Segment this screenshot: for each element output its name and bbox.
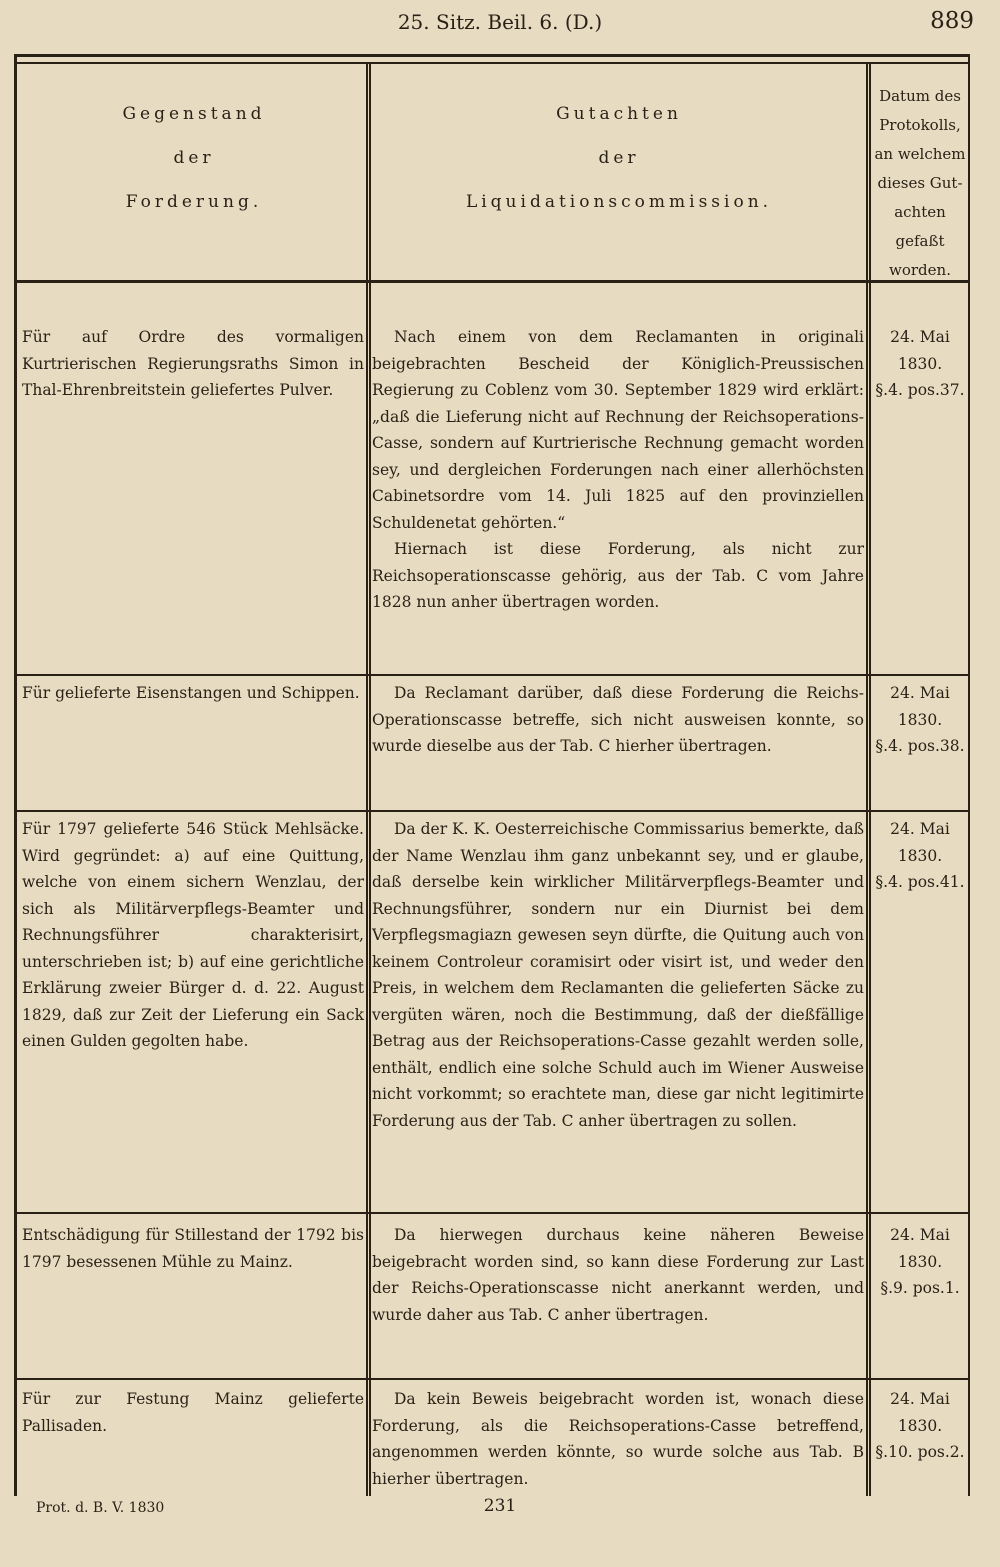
row-4-opinion [372, 1222, 866, 1328]
row-3-date [870, 816, 970, 896]
header-date-line-2: Protokolls, [879, 116, 961, 134]
row-4-subject: Entschädigung für Stillestand der 1792 bis 1797 besessenen Mühle zu Mainz. [22, 1226, 364, 1271]
row-1-date-year: 1830. [897, 354, 943, 373]
row-4-opinion-para-1: Da hierwegen durchaus keine näheren Beweise beigebracht worden sind, so kann diese Forderung zur Last der Reichs-Operationscasse nicht anerkannt werden, und wurde daher aus Tab. C anher übertragen. [372, 1226, 864, 1324]
row-2-date-ref: §.4. pos.38. [875, 737, 965, 755]
row-5-date-ref: §.10. pos.2. [875, 1443, 965, 1461]
header-top-rule [14, 62, 970, 64]
header-opinion-line-3: Liquidationscommission. [465, 192, 773, 212]
row-1-opinion [372, 324, 866, 616]
footer-signature: Prot. d. B. V. 1830 [36, 1500, 165, 1516]
row-4-date-ref: §.9. pos.1. [880, 1279, 960, 1297]
row-2-date-year: 1830. [897, 710, 943, 729]
row-1-opinion-para-1: Nach einem von dem Reclamanten in originali beigebrachten Bescheid der Königlich-Preussischen Regierung zu Coblenz vom 30. September 1829 wird erklärt: „daß die Lieferung nicht auf Rechnung der Reichsoperations-Casse, sondern auf Kurtrierische Rechnung gemacht worden sey, und dergleichen Forderungen nach einer allerhöchsten Cabinetsordre vom 14. Juli 1825 auf den provinziellen Schuldenetat gehörten.“ [372, 328, 864, 532]
footer-sheet-number: 231 [483, 1496, 517, 1516]
running-head-title: 25. Sitz. Beil. 6. (D.) [397, 10, 603, 34]
header-date-line-4: dieses Gut- [877, 174, 963, 192]
row-rule-2 [14, 810, 970, 812]
row-4-date-year: 1830. [897, 1252, 943, 1271]
row-3-date-ref: §.4. pos.41. [875, 873, 965, 891]
running-head [0, 6, 1000, 40]
row-2-date-day: 24. Mai [890, 684, 950, 702]
row-1-opinion-para-2: Hiernach ist diese Forderung, als nicht zur Reichsoperationscasse gehörig, aus der Tab. C vom Jahre 1828 nun anher übertragen worden. [372, 540, 864, 611]
header-subject-line-2: der [173, 148, 215, 168]
column-divider-1 [366, 64, 368, 1496]
row-3-date-year: 1830. [897, 846, 943, 865]
row-rule-3 [14, 1212, 970, 1214]
header-date [870, 82, 970, 285]
row-2-opinion [372, 680, 866, 760]
header-opinion [372, 92, 866, 224]
row-2-subject: Für gelieferte Eisenstangen und Schippen. [22, 684, 360, 702]
row-1-date-day: 24. Mai [890, 328, 950, 346]
header-bottom-rule [14, 280, 970, 283]
header-date-line-6: worden. [889, 261, 951, 279]
header-date-line-1: Datum des [879, 87, 961, 105]
row-5-subject: Für zur Festung Mainz gelieferte Pallisaden. [22, 1390, 364, 1435]
header-date-line-5: achten gefaßt [894, 203, 946, 250]
row-3-opinion-para-1: Da der K. K. Oesterreichische Commissarius bemerkte, daß der Name Wenzlau ihm ganz unbekannt sey, und er glaube, daß derselbe kein wirklicher Militärverpflegs-Beamter und Rechnungsführer, sondern nur ein Diurnist bei dem Verpflegsmagiazn gewesen seyn dürfte, die Quitung auch von keinem Controleur coramisirt oder visirt ist, und weder den Preis, in welchem dem Reclamanten die gelieferten Säcke zu vergüten wären, noch die Bestimmung, daß der dießfällige Betrag aus der Reichsoperations-Casse gezahlt werden solle, enthält, endlich eine solche Schuld auch im Wiener Ausweise nicht vorkommt; so erachtete man, diese gar nicht legitimirte Forderung aus der Tab. C anher übertragen zu sollen. [372, 820, 864, 1130]
column-divider-2 [866, 64, 868, 1496]
row-5-opinion-para-1: Da kein Beweis beigebracht worden ist, wonach diese Forderung, als die Reichsoperations-Casse betreffend, angenommen werden könnte, so wurde solche aus Tab. B hierher übertragen. [372, 1390, 864, 1488]
page-number: 889 [930, 8, 974, 34]
header-opinion-line-1: Gutachten [556, 104, 682, 124]
row-5-date-day: 24. Mai [890, 1390, 950, 1408]
row-4-date-day: 24. Mai [890, 1226, 950, 1244]
row-2-date [870, 680, 970, 760]
row-1-subject: Für auf Ordre des vormaligen Kurtrierischen Regierungsraths Simon in Thal-Ehrenbreitstein geliefertes Pulver. [22, 328, 364, 399]
row-rule-1 [14, 674, 970, 676]
header-date-line-3: an welchem [874, 145, 966, 163]
column-divider-1b [369, 64, 371, 1496]
row-5-date [870, 1386, 970, 1466]
row-5-opinion [372, 1386, 866, 1492]
header-opinion-line-2: der [598, 148, 640, 168]
row-5-date-year: 1830. [897, 1416, 943, 1435]
row-1-date-ref: §.4. pos.37. [875, 381, 965, 399]
row-3-date-day: 24. Mai [890, 820, 950, 838]
row-3-opinion [372, 816, 866, 1134]
row-4-date [870, 1222, 970, 1302]
row-1-date [870, 324, 970, 404]
header-subject-line-1: Gegenstand [122, 104, 266, 124]
row-3-subject: Für 1797 gelieferte 546 Stück Mehlsäcke. Wird gegründet: a) auf eine Quittung, welche von einem sichern Wenzlau, der sich als Militärverpflegs-Beamter und Rechnungsführer charakterisirt, unterschrieben ist; b) auf eine gerichtliche Erklärung zweier Bürger d. d. 22. August 1829, daß zur Zeit der Lieferung ein Sack einen Gulden gegolten habe. [22, 820, 364, 1050]
header-subject [22, 92, 366, 224]
row-rule-4 [14, 1378, 970, 1380]
header-subject-line-3: Forderung. [125, 192, 263, 212]
row-2-opinion-para-1: Da Reclamant darüber, daß diese Forderung die Reichs-Operationscasse betreffe, sich nicht ausweisen konnte, so wurde dieselbe aus der Tab. C hierher übertragen. [372, 684, 864, 755]
